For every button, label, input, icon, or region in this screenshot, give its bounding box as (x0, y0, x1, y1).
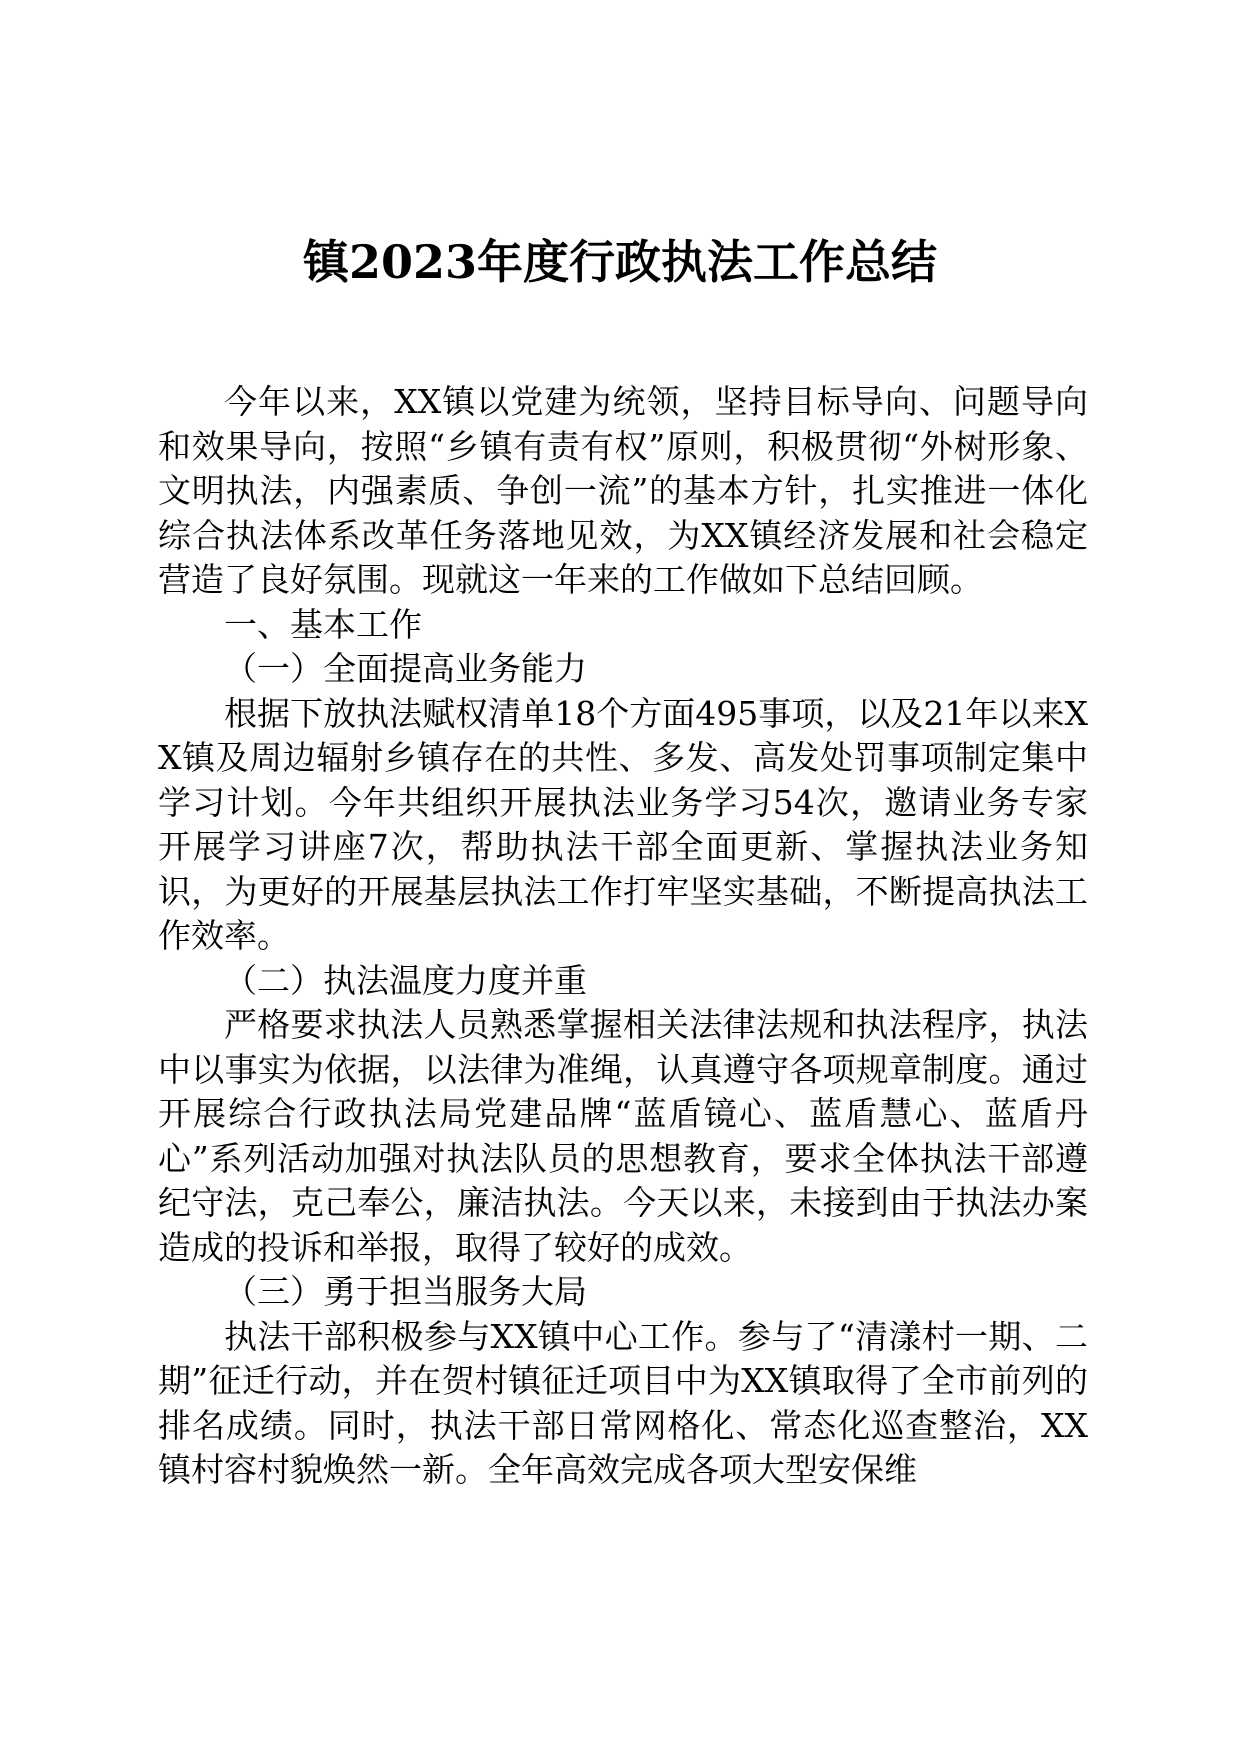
subsection-heading-3: （三）勇于担当服务大局 (224, 1272, 587, 1311)
subsection-paragraph-1: 根据下放执法赋权清单18个方面495事项，以及21年以来XX镇及周边辐射乡镇存在的共性、多发、高发处罚事项制定集中学习计划。今年共组织开展执法业务学习54次，邀请业务专家开展学习讲座7次，帮助执法干部全面更新、掌握执法业务知识，为更好的开展基层执法工作打牢坚实基础，不断提高执法工作效率。 (158, 693, 1088, 955)
section-heading-basic-work: 一、基本工作 (224, 604, 422, 644)
subsection-heading-1: （一）全面提高业务能力 (224, 649, 587, 688)
subsection-paragraph-2: 严格要求执法人员熟悉掌握相关法律法规和执法程序，执法中以事实为依据，以法律为准绳，认真遵守各项规章制度。通过开展综合行政执法局党建品牌“蓝盾镜心、蓝盾慧心、蓝盾丹心”系列活动加强对执法队员的思想教育，要求全体执法干部遵纪守法，克己奉公，廉洁执法。今天以来，未接到由于执法办案造成的投诉和举报，取得了较好的成效。 (158, 1005, 1088, 1267)
document-body (158, 380, 1088, 1493)
document-title: 镇2023年度行政执法工作总结 (302, 235, 938, 289)
subsection-heading-2: （二）执法温度力度并重 (224, 960, 587, 1000)
subsection-paragraph-3: 执法干部积极参与XX镇中心工作。参与了“清漾村一期、二期”征迁行动，并在贺村镇征迁项目中为XX镇取得了全市前列的排名成绩。同时，执法干部日常网格化、常态化巡查整治，XX镇村容村貌焕然一新。全年高效完成各项大型安保维 (158, 1316, 1088, 1489)
intro-paragraph: 今年以来，XX镇以党建为统领，坚持目标导向、问题导向和效果导向，按照“乡镇有责有权”原则，积极贯彻“外树形象、文明执法，内强素质、争创一流”的基本方针，扎实推进一体化综合执法体系改革任务落地见效，为XX镇经济发展和社会稳定营造了良好氛围。现就这一年来的工作做如下总结回顾。 (158, 382, 1088, 599)
